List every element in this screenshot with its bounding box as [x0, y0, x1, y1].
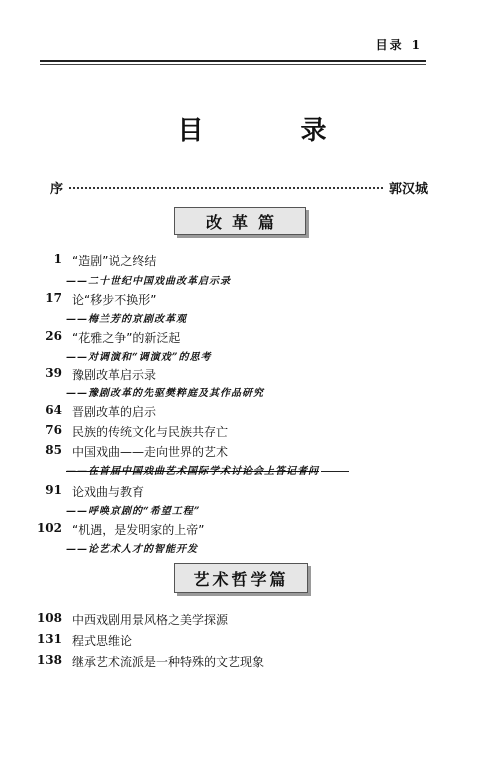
dot-leader: [69, 187, 383, 189]
dash-rule: [321, 471, 349, 472]
toc-title: 继承艺术流派是一种特殊的文艺现象: [72, 655, 265, 669]
toc-subtitle: ——论艺术人才的智能开发: [66, 544, 198, 555]
toc-title: 程式思维论: [72, 634, 133, 648]
toc-subtitle-row: [66, 462, 349, 477]
toc-page-number: 131: [36, 632, 62, 646]
preface-author: 郭汉城: [388, 182, 428, 197]
toc-subtitle: ——梅兰芳的京剧改革观: [66, 314, 187, 325]
toc-title: “造剧”说之终结: [72, 254, 157, 268]
section-heading-reform: 改革篇: [174, 207, 306, 235]
header-rule-thick: [40, 60, 426, 62]
running-head: [376, 36, 422, 53]
toc-page-number: 85: [45, 443, 62, 457]
toc-title: 中国戏曲——走向世界的艺术: [72, 445, 229, 459]
toc-page-number: 39: [45, 366, 62, 380]
toc-page-number: 1: [53, 252, 62, 266]
toc-page-number: 26: [45, 329, 62, 343]
toc-title: 论戏曲与教育: [72, 485, 145, 499]
toc-page-number: 91: [45, 483, 62, 497]
toc-title: 晋剧改革的启示: [72, 405, 157, 419]
toc-page-number: 17: [45, 291, 62, 305]
toc-subtitle: ——二十世纪中国戏曲改革启示录: [66, 276, 231, 287]
toc-title: 论“移步不换形”: [72, 293, 157, 307]
toc-page-number: 64: [45, 403, 62, 417]
toc-subtitle: ——呼唤京剧的“希望工程”: [66, 506, 201, 517]
running-head-page-number: 1: [411, 38, 422, 52]
toc-page-number: 76: [45, 423, 62, 437]
running-head-label: 目录: [375, 38, 404, 52]
toc-title: “花雅之争”的新泛起: [72, 331, 181, 345]
toc-page-number: 102: [36, 521, 62, 535]
toc-title: “机遇，是发明家的上帝”: [72, 523, 205, 537]
toc-page-number: 138: [36, 653, 62, 667]
toc-subtitle: ——豫剧改革的先驱樊粹庭及其作品研究: [66, 388, 264, 399]
preface-entry: [50, 178, 428, 197]
section-heading-art-philosophy: 艺术哲学篇: [174, 563, 308, 593]
toc-page-number: 108: [36, 611, 62, 625]
toc-subtitle: ——对调演和“调演戏”的思考: [66, 352, 212, 363]
preface-label: 序: [50, 182, 64, 197]
toc-subtitle: ——在首届中国戏曲艺术国际学术讨论会上答记者问: [66, 466, 319, 477]
toc-title: 豫剧改革启示录: [72, 368, 157, 382]
toc-title: 中西戏剧用景风格之美学探源: [72, 613, 229, 627]
toc-title: 民族的传统文化与民族共存亡: [72, 425, 229, 439]
page-title: 目 录: [177, 116, 371, 146]
header-rule-thin: [40, 64, 426, 65]
